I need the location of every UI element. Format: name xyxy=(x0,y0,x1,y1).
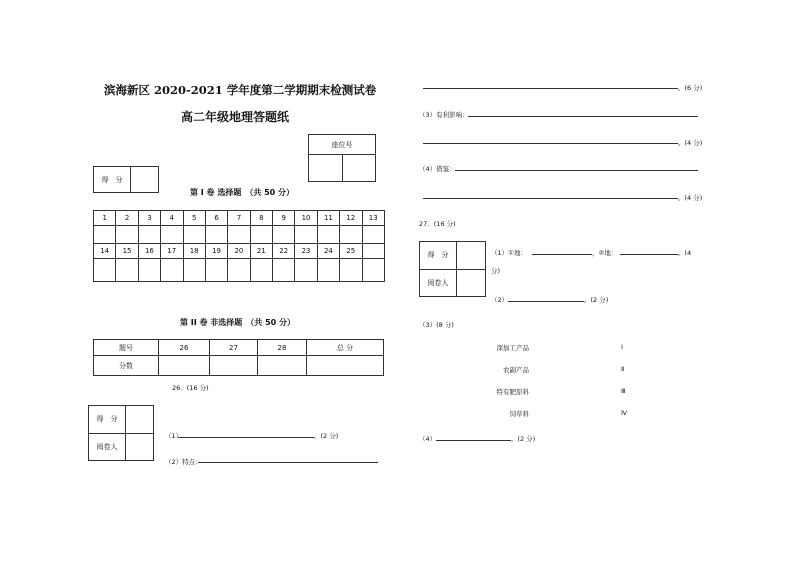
answer-cell[interactable] xyxy=(362,259,385,282)
score-cell[interactable] xyxy=(258,356,307,376)
q26-p3-prefix: （3）有利影响： xyxy=(419,111,469,119)
answer-cell[interactable] xyxy=(340,259,362,282)
product-numeral: Ⅳ xyxy=(621,409,627,417)
answer-cell[interactable] xyxy=(317,226,339,244)
q27-p2-suffix: 。(2 分) xyxy=(584,296,609,304)
header-27: 27 xyxy=(210,340,258,356)
product-numeral: Ⅱ xyxy=(621,365,625,373)
question-number: 20 xyxy=(228,244,250,259)
header-26: 26 xyxy=(159,340,210,356)
grader-cell[interactable] xyxy=(126,433,154,461)
q26-p4-answer-line[interactable] xyxy=(455,170,698,171)
answer-cell[interactable] xyxy=(317,259,339,282)
question-number: 17 xyxy=(161,244,183,259)
score-cell[interactable] xyxy=(457,242,486,270)
score-box-section1 xyxy=(93,166,159,193)
product-numeral: Ⅰ xyxy=(621,343,623,351)
question-number: 10 xyxy=(295,211,317,226)
answer-cell[interactable] xyxy=(161,259,183,282)
question-number: 2 xyxy=(116,211,138,226)
score-cell[interactable] xyxy=(307,356,384,376)
product-numeral: Ⅲ xyxy=(621,387,626,395)
q27-p1-answer-line-2[interactable] xyxy=(620,254,678,255)
question-number: 21 xyxy=(250,244,272,259)
grader-cell[interactable] xyxy=(457,269,486,297)
q27-score-box xyxy=(419,241,486,297)
score-cell[interactable] xyxy=(210,356,258,376)
header-28: 28 xyxy=(258,340,307,356)
product-name: 农副产品 xyxy=(503,366,529,374)
score-label: 得 分 xyxy=(94,167,131,193)
q26-score-box xyxy=(88,405,154,461)
answer-cell[interactable] xyxy=(94,226,116,244)
q26-p1-answer-line[interactable] xyxy=(178,437,314,438)
q26-p2-suffix: 。(6 分) xyxy=(678,84,703,92)
q26-p3-suffix: 。(4 分) xyxy=(678,139,703,147)
q27-p1-mid: ，②地： xyxy=(592,249,618,257)
question-number: 23 xyxy=(295,244,317,259)
score-cell[interactable] xyxy=(131,167,159,193)
q26-p3-answer-line[interactable] xyxy=(468,116,698,117)
q26-p1-prefix: （1） xyxy=(165,432,183,440)
question-number: 16 xyxy=(138,244,160,259)
answer-cell[interactable] xyxy=(228,226,250,244)
seat-number-cell[interactable] xyxy=(309,155,343,182)
question-number: 5 xyxy=(183,211,205,226)
q26-p3-answer-line-2[interactable] xyxy=(423,143,678,144)
question-number: 14 xyxy=(94,244,116,259)
q27-p4-suffix: 。(2 分) xyxy=(511,435,536,443)
seat-number-label: 座位号 xyxy=(309,135,376,155)
answer-cell[interactable] xyxy=(161,226,183,244)
q26-p2-prefix: （2）特点： xyxy=(165,458,202,466)
question-number: 9 xyxy=(273,211,295,226)
answer-sheet-subtitle: 高二年级地理答题纸 xyxy=(181,110,290,124)
answer-cell[interactable] xyxy=(250,259,272,282)
q26-p2-answer-line-cont[interactable] xyxy=(423,88,678,89)
answer-cell[interactable] xyxy=(183,226,205,244)
question-number: 24 xyxy=(317,244,339,259)
grader-label: 阅卷人 xyxy=(420,269,457,297)
q27-p1-prefix: （1）①地： xyxy=(491,249,527,257)
question-number: 12 xyxy=(340,211,362,226)
header-total: 总 分 xyxy=(307,340,384,356)
question-number: 8 xyxy=(250,211,272,226)
answer-cell[interactable] xyxy=(116,259,138,282)
section2-title: 第 II 卷 非选择题 （共 50 分） xyxy=(180,318,296,327)
q27-heading: 27．(16 分) xyxy=(419,220,456,228)
question-number: 4 xyxy=(161,211,183,226)
section2-score-table xyxy=(93,339,384,376)
question-number: 7 xyxy=(228,211,250,226)
q26-heading: 26．(16 分) xyxy=(172,384,209,392)
score-label: 得 分 xyxy=(420,242,457,270)
answer-cell[interactable] xyxy=(250,226,272,244)
answer-cell[interactable] xyxy=(116,226,138,244)
score-label: 得 分 xyxy=(89,406,126,434)
question-number: 25 xyxy=(340,244,362,259)
grader-label: 阅卷人 xyxy=(89,433,126,461)
answer-cell[interactable] xyxy=(362,226,385,244)
question-number: 19 xyxy=(205,244,227,259)
q27-p1-suffix-wrap: 分) xyxy=(491,267,501,275)
section1-title: 第 I 卷 选择题 （共 50 分） xyxy=(190,188,295,197)
score-cell[interactable] xyxy=(126,406,154,434)
answer-cell[interactable] xyxy=(94,259,116,282)
answer-cell[interactable] xyxy=(183,259,205,282)
answer-cell[interactable] xyxy=(138,259,160,282)
answer-cell[interactable] xyxy=(273,226,295,244)
q26-p4-suffix: 。(4 分) xyxy=(678,194,703,202)
question-number: 11 xyxy=(317,211,339,226)
answer-cell[interactable] xyxy=(205,259,227,282)
header-question-no: 题号 xyxy=(94,340,159,356)
q27-p4-prefix: （4） xyxy=(419,435,437,443)
q27-p4-answer-line[interactable] xyxy=(436,440,511,441)
question-number: 22 xyxy=(273,244,295,259)
choice-answer-grid xyxy=(93,210,385,282)
q26-p4-answer-line-2[interactable] xyxy=(423,198,678,199)
answer-cell[interactable] xyxy=(340,226,362,244)
q27-p3-heading: （3）(8 分) xyxy=(419,321,454,329)
answer-cell[interactable] xyxy=(205,226,227,244)
q26-p1-suffix: 。(2 分) xyxy=(314,432,339,440)
question-number: 6 xyxy=(205,211,227,226)
q27-p1-suffix: 。(4 xyxy=(678,249,692,257)
answer-cell[interactable] xyxy=(138,226,160,244)
exam-title: 滨海新区 2020-2021 学年度第二学期期末检测试卷 xyxy=(104,83,377,97)
answer-cell[interactable] xyxy=(228,259,250,282)
question-number: 3 xyxy=(138,211,160,226)
q26-p4-prefix: （4）借鉴： xyxy=(419,165,456,173)
question-number: 18 xyxy=(183,244,205,259)
question-number: 15 xyxy=(116,244,138,259)
q26-p2-answer-line[interactable] xyxy=(198,462,378,463)
product-name: 饲草料 xyxy=(509,410,529,418)
question-number: 13 xyxy=(362,211,385,226)
product-name: 特有肥原料 xyxy=(496,388,529,396)
q27-p1-answer-line-1[interactable] xyxy=(532,254,592,255)
score-row-label: 分数 xyxy=(94,356,159,376)
question-number: 1 xyxy=(94,211,116,226)
q27-p2-answer-line[interactable] xyxy=(508,301,584,302)
score-cell[interactable] xyxy=(159,356,210,376)
answer-cell[interactable] xyxy=(295,226,317,244)
q27-p2-prefix: （2） xyxy=(491,296,509,304)
answer-cell[interactable] xyxy=(295,259,317,282)
product-name: 深加工产品 xyxy=(496,344,529,352)
answer-cell[interactable] xyxy=(273,259,295,282)
seat-number-cell[interactable] xyxy=(342,155,376,182)
question-number xyxy=(362,244,385,259)
seat-number-table xyxy=(308,134,376,182)
